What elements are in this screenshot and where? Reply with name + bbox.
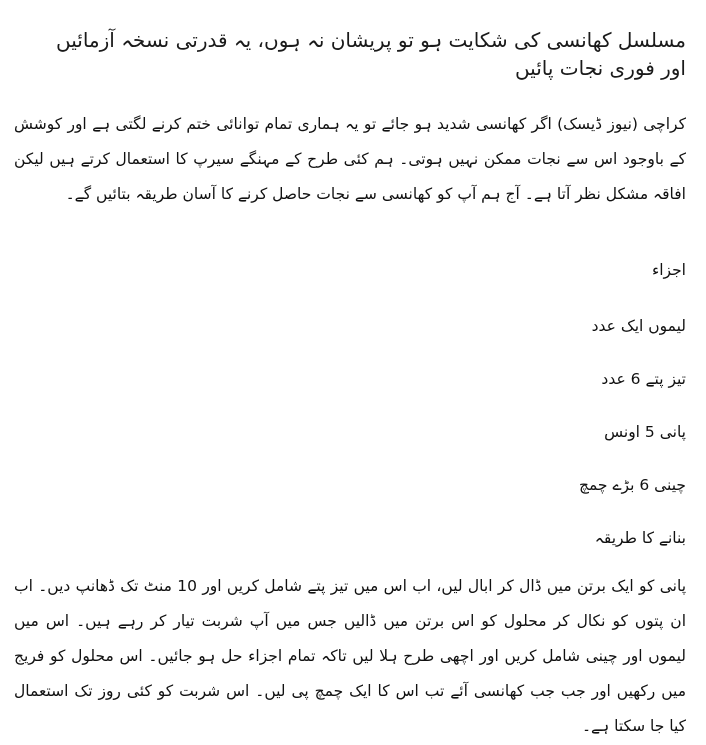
method-paragraph: پانی کو ایک برتن میں ڈال کر ابال لیں، اب اس میں تیز پتے شامل کریں اور 10 منٹ تک ڈھانپ دیں۔ اب ان پتوں کو نکال کر محلول کو اس برتن میں ڈالیں جس میں آپ شربت تیار کر رہے ہیں۔ اس میں لیموں اور چینی شامل کریں اور اچھی طرح ہلا لیں تاکہ تمام اجزاء حل ہو جائیں۔ اس محلول کو فریج میں رکھیں اور جب جب کھانسی آئے تب اس کا ایک چمچ پی لیں۔ اس شربت کو کئی روز تک استعمال کیا جا سکتا ہے۔ [14,577,687,735]
ingredient-item: تیز پتے 6 عدد [601,370,686,388]
intro-paragraph: کراچی (نیوز ڈیسک) اگر کھانسی شدید ہو جائے تو یہ ہماری تمام توانائی ختم کرنے لگتی ہے اور کوشش کے باوجود اس سے نجات ممکن نہیں ہوتی۔ ہم کئی طرح کے مہنگے سیرپ کا استعمال کرتے ہیں لیکن افاقہ مشکل نظر آتا ہے۔ آج ہم آپ کو کھانسی سے نجات حاصل کرنے کا آسان طریقہ بتائیں گے۔ [14,115,686,203]
ingredient-item: پانی 5 اونس [604,423,686,441]
ingredients-heading: اجزاء [651,261,686,279]
article-title: مسلسل کھانسی کی شکایت ہو تو پریشان نہ ہوں، یہ قدرتی نسخہ آزمائیں اور فوری نجات پائیں [56,28,686,80]
method-heading: بنانے کا طریقہ [594,529,686,547]
ingredient-item: لیموں ایک عدد [591,317,686,335]
ingredient-item: چینی 6 بڑے چمچ [578,476,686,494]
